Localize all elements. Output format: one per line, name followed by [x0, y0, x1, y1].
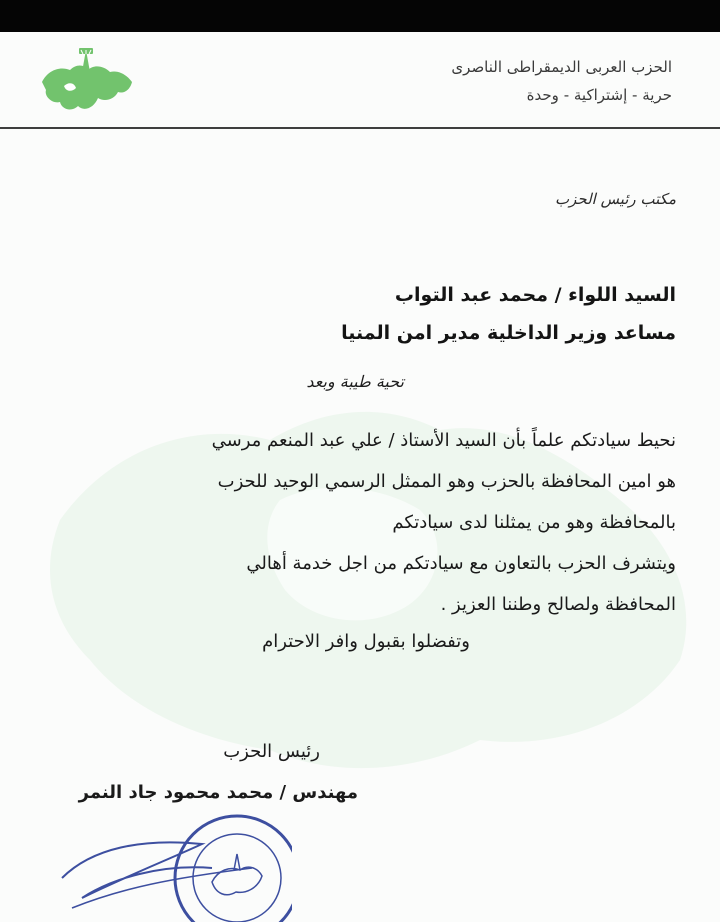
- party-name: الحزب العربى الديمقراطى الناصرى: [451, 58, 672, 76]
- body-line-3: بالمحافظة وهو من يمثلنا لدى سيادتكم: [392, 512, 676, 533]
- header-divider: [0, 127, 720, 129]
- greeting: تحية طيبة وبعد: [306, 372, 404, 391]
- body-line-4: ويتشرف الحزب بالتعاون مع سيادتكم من اجل خدمة أهالي: [246, 553, 676, 574]
- closing-line: وتفضلوا بقبول وافر الاحترام: [262, 631, 470, 652]
- signature-name: مهندس / محمد محمود جاد النمر: [78, 782, 358, 803]
- body-line-1: نحيط سيادتكم علماً بأن السيد الأستاذ / علي عبد المنعم مرسي: [211, 430, 676, 451]
- body-line-2: هو امين المحافظة بالحزب وهو الممثل الرسمي الوحيد للحزب: [217, 471, 676, 492]
- signature-title: رئيس الحزب: [223, 741, 320, 762]
- body-line-5: المحافظة ولصالح وطننا العزيز .: [440, 594, 676, 615]
- arab-world-map-logo-icon: [38, 42, 138, 118]
- recipient-line-1: السيد اللواء / محمد عبد التواب: [394, 284, 676, 306]
- party-slogan: حرية - إشتراكية - وحدة: [526, 86, 672, 104]
- party-stamp-icon: [52, 808, 292, 922]
- top-black-bar: [0, 0, 720, 32]
- office-label: مكتب رئيس الحزب: [555, 190, 676, 208]
- recipient-line-2: مساعد وزير الداخلية مدير امن المنيا: [341, 322, 676, 344]
